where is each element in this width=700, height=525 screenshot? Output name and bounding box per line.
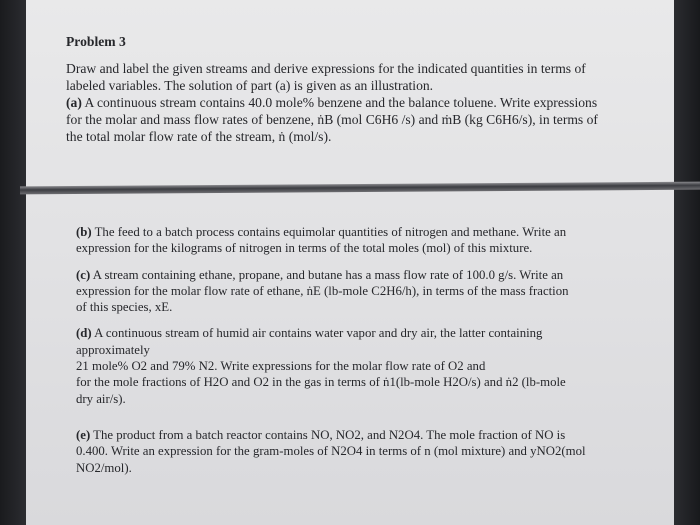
intro-line: Draw and label the given streams and derive expressions for the indicated quantities in terms of	[66, 61, 586, 76]
part-b-label: (b)	[76, 225, 92, 239]
right-border	[674, 0, 700, 525]
part-d-label: (d)	[76, 326, 92, 341]
upper-page	[52, 25, 652, 145]
part-e-label: (e)	[76, 427, 91, 442]
part-d: (d) A continuous stream of humid air contains water vapor and dry air, the latter containing approximately 21 mole% O2 and 79% N2. Write expressions for the molar flow rate of O2 and for the mole fractions of H2O and O2 in the gas in terms of ṅ1(lb-mole H2O/s) and ṅ2 (lb-mole dry air/s).	[76, 326, 566, 406]
left-border	[0, 0, 26, 525]
part-b: (b) The feed to a batch process contains equimolar quantities of nitrogen and methane. Write an expression for the kilograms of nitrogen in terms of the total moles (mol) of this mixture.	[76, 225, 567, 256]
part-a-label: (a)	[66, 95, 82, 110]
part-a-line: for the molar and mass flow rates of benzene, ṅB (mol C6H6 /s) and ṁB (kg C6H6/s), in terms of	[66, 112, 598, 127]
problem-intro	[66, 60, 652, 94]
part-a-line: (a) A continuous stream contains 40.0 mole% benzene and the balance toluene. Write expressions	[66, 95, 598, 110]
lower-page	[58, 224, 648, 476]
problem-title: Problem 3	[66, 34, 126, 49]
part-a	[66, 94, 652, 145]
part-c: (c) A stream containing ethane, propane, and butane has a mass flow rate of 100.0 g/s. Write an expression for the molar flow rate of ethane, ṅE (lb-mole C2H6/h), in terms of the mass fraction of this species, xE.	[76, 267, 569, 315]
part-e: (e) The product from a batch reactor contains NO, NO2, and N2O4. The mole fraction of NO is 0.400. Write an expression for the gram-moles of N2O4 in terms of n (mol mixture) and yNO2(mol NO2/mol).	[76, 427, 586, 475]
part-c-label: (c)	[76, 267, 91, 282]
intro-line: labeled variables. The solution of part (a) is given as an illustration.	[66, 78, 434, 93]
part-a-line: the total molar flow rate of the stream, ṅ (mol/s).	[66, 129, 332, 144]
